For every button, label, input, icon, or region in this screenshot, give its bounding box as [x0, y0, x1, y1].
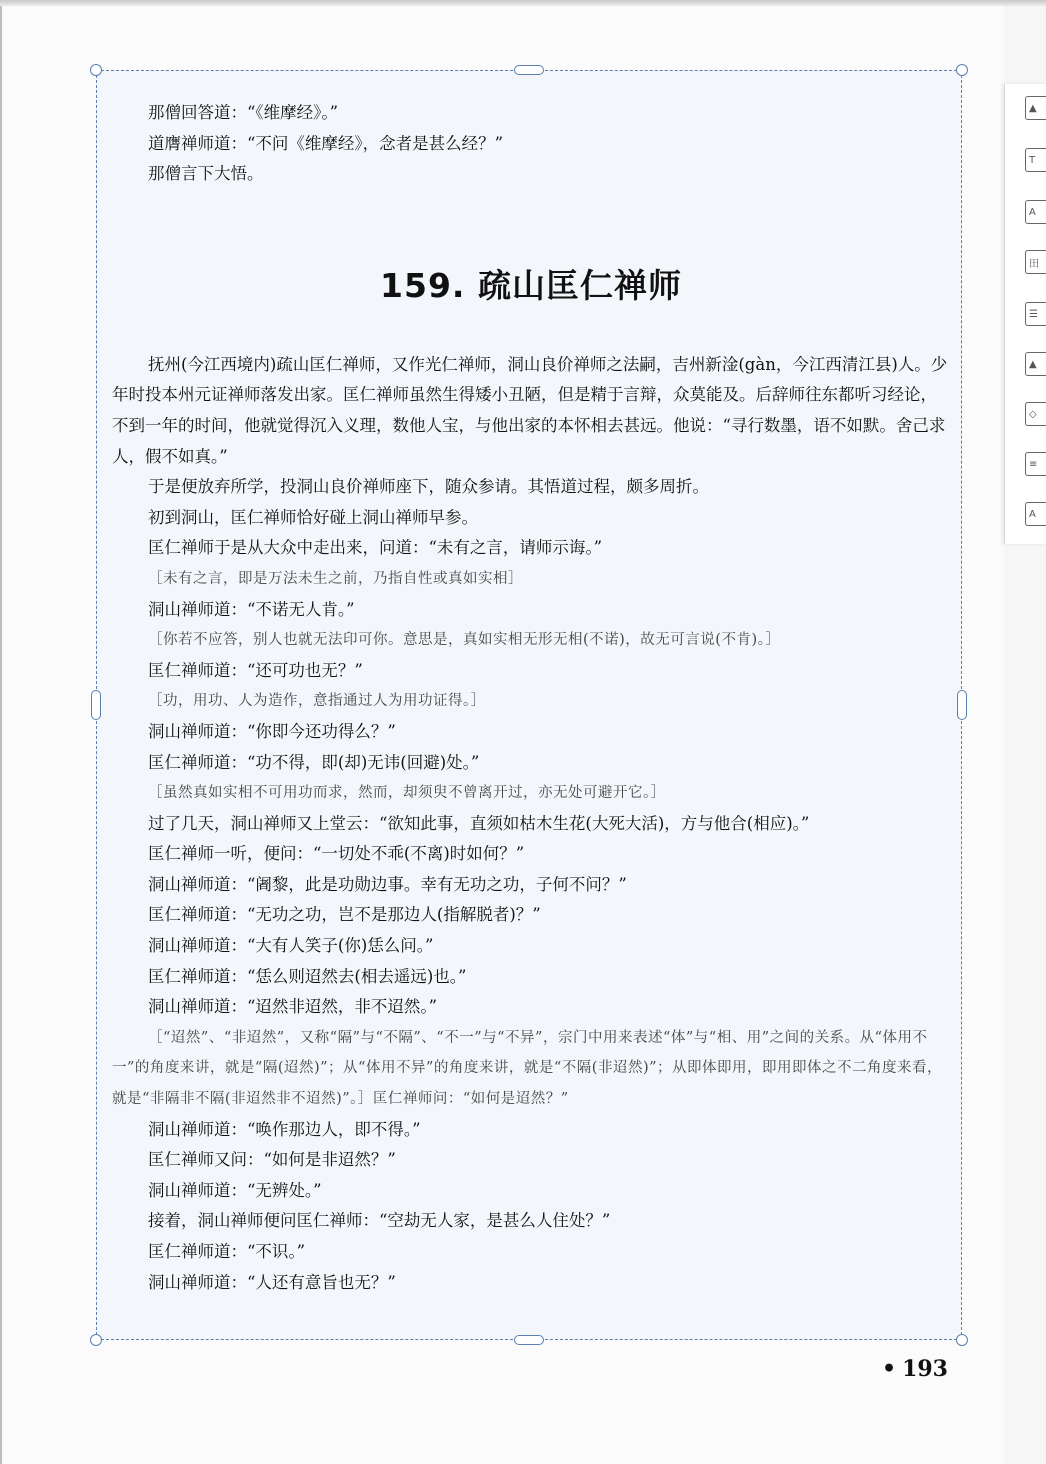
dialogue-line: 匡仁禅师道：“无功之功，岂不是那边人(指解脱者)？”: [148, 905, 541, 925]
section-title: 159. 疏山匡仁禅师: [380, 265, 682, 305]
picture-icon[interactable]: ▲: [1025, 352, 1046, 376]
table-icon[interactable]: 田: [1025, 250, 1046, 274]
text-recognition-icon[interactable]: A: [1025, 200, 1046, 224]
dialogue-line: 洞山禅师道：“无辨处。”: [148, 1180, 322, 1200]
long-annotation: ［“迢然”、“非迢然”，又称“隔”与“不隔”、“不一”与“不异”，宗门中用来表述“体”与“相、用”之间的关系。从“体用不一”的角度来讲，就是“隔(迢然)”；从“体用不异”的角度来讲，就是“不隔(非迢然)”；从即体即用，即用即体之不二角度来看，就是“非隔非不隔(非迢然非不迢然)”。］匡仁禅师问：“如何是迢然？”: [112, 1029, 943, 1108]
text-box-icon[interactable]: T: [1025, 148, 1046, 172]
dialogue-line: 洞山禅师道：“你即今还功得么？”: [148, 721, 396, 741]
dialogue-line: 匡仁禅师于是从大众中走出来，问道：“未有之言，请师示诲。”: [148, 538, 603, 558]
intro-paragraph: 于是便放弃所学，投洞山良价禅师座下，随众参请。其悟道过程，颇多周折。: [148, 477, 709, 497]
resize-handle-right[interactable]: [957, 690, 967, 720]
dialogue-line: 匡仁禅师道：“恁么则迢然去(相去遥远)也。”: [148, 966, 467, 986]
resize-handle-bottom-left[interactable]: [90, 1334, 102, 1346]
image-icon[interactable]: ▲: [1025, 96, 1046, 120]
resize-handle-bottom-right[interactable]: [956, 1334, 968, 1346]
dialogue-line: 匡仁禅师又问：“如何是非迢然？”: [148, 1150, 396, 1170]
text-line: 道膺禅师道：“不问《维摩经》，念者是甚么经？”: [148, 133, 504, 153]
dialogue-line: 匡仁禅师一听，便问：“一切处不乖(不离)时如何？”: [148, 844, 525, 864]
annotation-line: ［虽然真如实相不可用功而求，然而，却须臾不曾离开过，亦无处可避开它。］: [148, 785, 666, 802]
resize-handle-top-right[interactable]: [956, 64, 968, 76]
annotation-line: ［功，用功、人为造作，意指通过人为用功证得。］: [148, 693, 486, 710]
text-line: 那僧言下大悟。: [148, 164, 264, 184]
dialogue-line: 匡仁禅师道：“功不得，即(却)无讳(回避)处。”: [148, 752, 480, 772]
dialogue-line: 洞山禅师道：“阇黎，此是功勋边事。幸有无功之功，子何不问？”: [148, 874, 627, 894]
page-number: [882, 1356, 948, 1382]
intro-paragraph: 初到洞山，匡仁禅师恰好碰上洞山禅师早参。: [148, 507, 478, 527]
eraser-icon[interactable]: ◇: [1025, 402, 1046, 426]
resize-handle-top-left[interactable]: [90, 64, 102, 76]
dialogue-line: 洞山禅师道：“迢然非迢然，非不迢然。”: [148, 997, 438, 1017]
dialogue-line: 匡仁禅师道：“不识。”: [148, 1242, 306, 1261]
ocr-select-icon[interactable]: A: [1025, 502, 1046, 526]
intro-paragraph: 抚州(今江西境内)疏山匡仁禅师，又作光仁禅师，洞山良价禅师之法嗣，吉州新淦(gàn，今江西清江县)人。少年时投本州元证禅师落发出家。匡仁禅师虽然生得矮小丑陋，但是精于言辩，众莫能及。后辞师往东都听习经论，不到一年的时间，他就觉得沉入义理，数他人宝，与他出家的本怀相去甚远。他说：“寻行数墨，语不如默。舍己求人，假不如真。”: [112, 354, 948, 466]
resize-handle-left[interactable]: [91, 690, 101, 720]
annotation-line: ［你若不应答，别人也就无法印可你。意思是，真如实相无形无相(不诺)，故无可言说(不肯)。］: [148, 632, 781, 649]
dialogue-line: 洞山禅师道：“人还有意旨也无？”: [148, 1272, 396, 1292]
page-left-edge: [0, 6, 2, 1464]
document-icon[interactable]: ≡: [1025, 452, 1046, 476]
dialogue-line: 洞山禅师道：“大有人笑子(你)恁么问。”: [148, 936, 434, 956]
annotation-line: ［未有之言，即是万法未生之前，乃指自性或真如实相］: [148, 570, 523, 587]
dialogue-line: 匡仁禅师道：“还可功也无？”: [148, 660, 363, 680]
dialogue-line: 洞山禅师道：“唤作那边人，即不得。”: [148, 1119, 421, 1139]
text-line: 那僧回答道：“《维摩经》。”: [148, 103, 339, 122]
list-icon[interactable]: ☰: [1025, 302, 1046, 326]
page-number-value: 193: [902, 1356, 948, 1382]
dialogue-line: 过了几天，洞山禅师又上堂云：“欲知此事，直须如枯木生花(大死大活)，方与他合(相应)。”: [148, 813, 810, 833]
dialogue-line: 洞山禅师道：“不诺无人肯。”: [148, 599, 355, 619]
side-toolbar: [1004, 84, 1046, 544]
document-content: [112, 98, 950, 1298]
resize-handle-bottom[interactable]: [514, 1335, 544, 1345]
dialogue-line: 接着，洞山禅师便问匡仁禅师：“空劫无人家，是甚么人住处？”: [148, 1211, 611, 1231]
bullet-icon: •: [882, 1356, 897, 1382]
resize-handle-top[interactable]: [514, 65, 544, 75]
